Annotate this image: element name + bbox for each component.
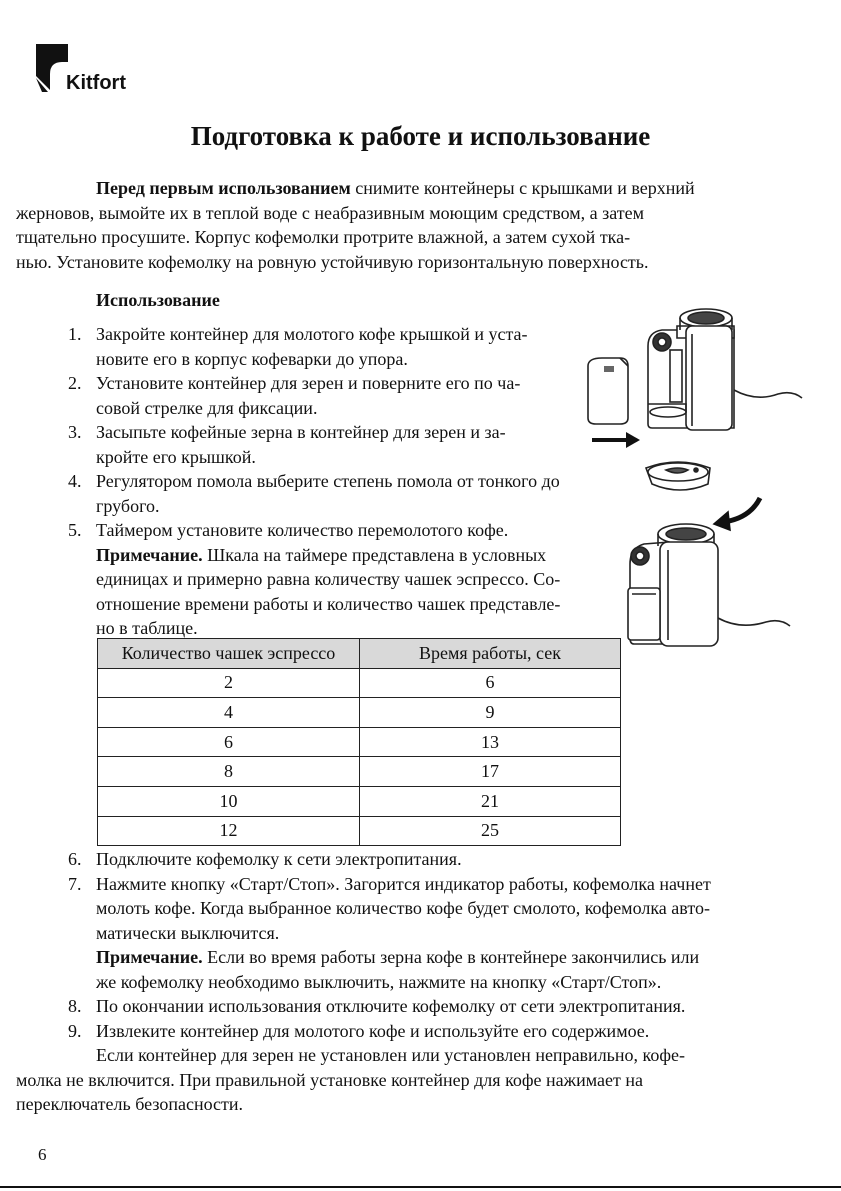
steps-list-bottom xyxy=(56,847,786,1043)
step-text: матически выключится. xyxy=(96,922,280,943)
note-text: единицах и примерно равна количеству чашек эспрессо. Со- xyxy=(96,569,561,589)
grinder-container-insert-illustration xyxy=(582,300,822,460)
table-row xyxy=(98,698,621,728)
table-row xyxy=(98,757,621,787)
step-text: молоть кофе. Когда выбранное количество кофе будет смолото, кофемолка авто- xyxy=(96,898,710,918)
step-number: 5. xyxy=(68,520,82,540)
cell-cups: 6 xyxy=(98,727,360,757)
cell-cups: 4 xyxy=(98,698,360,728)
page-title: Подготовка к работе и использование xyxy=(190,121,651,151)
list-item xyxy=(56,371,608,420)
usage-heading: Использование xyxy=(96,290,220,310)
list-item xyxy=(56,518,608,641)
cell-time: 25 xyxy=(360,816,621,846)
intro-paragraph xyxy=(16,176,796,274)
step-text: Таймером установите количество перемолотого кофе. xyxy=(96,520,509,540)
cell-time: 9 xyxy=(360,698,621,728)
outro-paragraph xyxy=(16,1043,786,1117)
cell-time: 21 xyxy=(360,786,621,816)
step-text: По окончании использования отключите кофемолку от сети электропитания. xyxy=(96,996,686,1016)
step-text: совой стрелке для фиксации. xyxy=(96,397,318,418)
steps-list-top xyxy=(56,322,608,641)
step-text: Установите контейнер для зерен и поверните его по ча- xyxy=(96,373,521,393)
column-header-cups: Количество чашек эспрессо xyxy=(98,639,360,669)
table-row xyxy=(98,727,621,757)
table-row xyxy=(98,816,621,846)
step-text: кройте его крышкой. xyxy=(96,446,256,467)
step-text: Закройте контейнер для молотого кофе крышкой и уста- xyxy=(96,324,528,344)
step-number: 9. xyxy=(68,1020,82,1041)
outro-line: молка не включится. При правильной установке контейнер для кофе нажимает на xyxy=(16,1069,643,1090)
intro-bold: Перед первым использованием xyxy=(96,178,351,198)
step-number: 4. xyxy=(68,471,82,491)
intro-line: тщательно просушите. Корпус кофемолки протрите влажной, а затем сухой тка- xyxy=(16,227,631,247)
table-row xyxy=(98,786,621,816)
list-item xyxy=(56,1019,786,1044)
step-number: 6. xyxy=(68,849,82,869)
step-text: Засыпьте кофейные зерна в контейнер для зерен и за- xyxy=(96,422,506,442)
step-text: Подключите кофемолку к сети электропитания. xyxy=(96,849,462,869)
list-item xyxy=(56,322,608,371)
note-text: же кофемолку необходимо выключить, нажмите на кнопку «Старт/Стоп». xyxy=(96,971,662,992)
cell-time: 13 xyxy=(360,727,621,757)
note-text: Если во время работы зерна кофе в контейнере закончились или xyxy=(202,947,700,967)
outro-line: переключатель безопасности. xyxy=(16,1094,244,1114)
cell-time: 17 xyxy=(360,757,621,787)
cell-cups: 8 xyxy=(98,757,360,787)
grind-time-table xyxy=(97,638,621,846)
list-item xyxy=(56,420,608,469)
step-text: Нажмите кнопку «Старт/Стоп». Загорится индикатор работы, кофемолка начнет xyxy=(96,873,711,894)
list-item xyxy=(56,872,786,995)
step-number: 3. xyxy=(68,422,82,442)
brand-name: Kitfort xyxy=(66,72,126,94)
cell-cups: 2 xyxy=(98,668,360,698)
step-number: 2. xyxy=(68,373,82,393)
grinder-lid-attach-illustration xyxy=(620,458,830,680)
cell-cups: 10 xyxy=(98,786,360,816)
column-header-time: Время работы, сек xyxy=(360,639,621,669)
step-text: Регулятором помола выберите степень помола от тонкого до xyxy=(96,471,560,491)
note-text: Шкала на таймере представлена в условных xyxy=(202,544,547,565)
note-label: Примечание. xyxy=(96,947,203,967)
outro-line: Если контейнер для зерен не установлен или установлен неправильно, кофе- xyxy=(96,1045,685,1065)
table-header-row xyxy=(98,639,621,669)
step-number: 8. xyxy=(68,996,82,1016)
list-item xyxy=(56,847,786,872)
page-number: 6 xyxy=(38,1145,47,1164)
cell-cups: 12 xyxy=(98,816,360,846)
cell-time: 6 xyxy=(360,668,621,698)
note-label: Примечание. xyxy=(96,544,203,565)
step-text: новите его в корпус кофеварки до упора. xyxy=(96,348,408,369)
step-number: 7. xyxy=(68,873,82,894)
step-text: грубого. xyxy=(96,495,160,516)
intro-line: снимите контейнеры с крышками и верхний xyxy=(350,178,695,198)
step-number: 1. xyxy=(68,324,82,344)
intro-line: нью. Установите кофемолку на ровную устойчивую горизонтальную поверхность. xyxy=(16,251,649,272)
table-row xyxy=(98,668,621,698)
note-text: отношение времени работы и количество чашек представле- xyxy=(96,593,561,614)
list-item xyxy=(56,994,786,1019)
step-text: Извлеките контейнер для молотого кофе и используйте его содержимое. xyxy=(96,1020,650,1041)
list-item xyxy=(56,469,608,518)
note-text: но в таблице. xyxy=(96,618,198,638)
intro-line: жерновов, вымойте их в теплой воде с неабразивным моющим средством, а затем xyxy=(16,202,645,223)
bottom-divider xyxy=(0,1186,841,1188)
